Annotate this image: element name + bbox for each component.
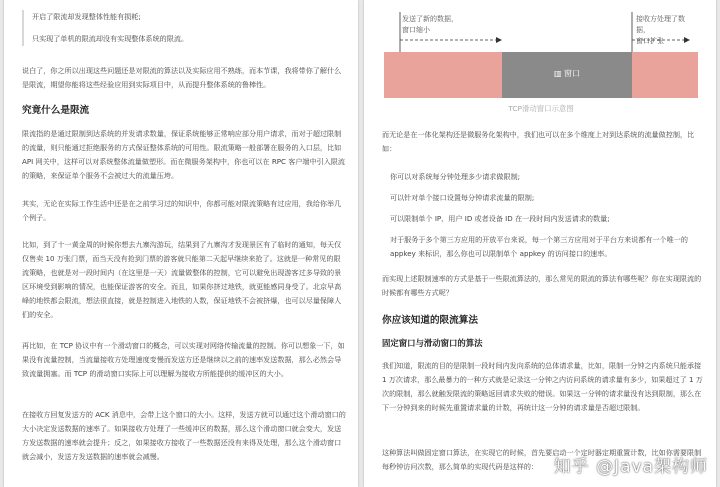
diagram-label-right: 接收方处理了数据， 窗口扩张	[636, 15, 685, 45]
right-page	[364, 0, 716, 487]
paragraph: 再比如，在 TCP 协议中有一个滑动窗口的概念，可以实现对网络传输流量的控制。你可以想象一下，如果没有流量控制，当流量接收方处理速度变慢而发送方还是继续以之前的速率发送数据，那么必然会导致流量拥塞。而 TCP 的滑动窗口实际上可以理解为接收方所能提供的缓冲区的大小。	[22, 341, 345, 378]
list-item: 可以针对单个接口设置每分钟请求流量的限制;	[390, 193, 535, 202]
limit-dimension-list	[390, 170, 704, 261]
left-page	[4, 0, 358, 487]
intro-paragraph: 说白了，你之所以出现这些问题还是对限流的算法以及实际应用不熟练，而本节课，我将带你了解什么是限流，期望你能将这些经验应用到实际项目中，从而提升整体系统的鲁棒性。	[22, 66, 342, 89]
list-item: 对于服务于多个第三方应用的开放平台来说，每一个第三方应用对于平台方来说都有一个唯一的 appkey 来标识，那么你也可以限制单个 appkey 的访问接口的速率。	[390, 235, 688, 258]
paragraph: 比如，到了十一黄金周的时候你想去九寨沟游玩，结果到了九寨沟才发现景区有了临时的通知，每天仅仅售卖 10 万张门票，而当天没有抢到门票的游客就只能第二天起早继续来抢了。这就是一种常见的限流策略，也就是对一段时间内（在这里是一天）流量做整体的控制，它可以避免出现游客过多导致的景区环境受到影响的情况，也能保证游客的安全。而且，如果你挤过地铁，就更能感同身受了。北京早高峰的地铁都会限流，想法很直接，就是控制进入地铁的人数，保证地铁不会被挤爆，也可以尽量保障人们的安全。	[22, 240, 342, 319]
quote-line-2: 只实现了单机的限流却没有实现整体系统的限流。	[32, 34, 189, 43]
sliding-window-diagram	[384, 4, 698, 114]
watermark: 知乎 @Java架构师	[553, 457, 708, 477]
diagram-label-left: 发送了新的数据， 窗口缩小	[402, 15, 458, 34]
section-heading: 究竟什么是限流	[22, 105, 90, 116]
list-item: 你可以对系统每分钟处理多少请求做限制;	[390, 172, 521, 181]
list-item: 可以限制单个 IP、用户 ID 或者设备 ID 在一段时间内发送请求的数量;	[390, 214, 610, 223]
trash-icon: ▥	[553, 69, 562, 78]
diagram-caption: TCP滑动窗口示意图	[508, 104, 574, 113]
quote-block	[22, 10, 346, 46]
paragraph: 在接收方回复发送方的 ACK 消息中，会带上这个窗口的大小。这样，发送方就可以通过这个滑动窗口的大小决定发送数据的速率了。如果接收方处理了一些缓冲区的数据，那么这个滑动窗口就会变大，发送方发送数据的速率就会提升；反之，如果接收方接收了一些数据还没有来得及处理，那么这个滑动窗口就会减小，发送方发送数据的速率就会减慢。	[22, 410, 346, 461]
paragraph: 这种算法叫做固定窗口算法，在实现它的时候，首先要启动一个定时器定期重置计数，比如你需要限制每秒钟访问次数，那么简单的实现代码是这样的：	[382, 448, 702, 471]
unsent-region	[632, 52, 698, 98]
paragraph: 我们知道，限流的目的是限制一段时间内发向系统的总体请求量，比如，限制一分钟之内系统只能承接 1 万次请求，那么最暴力的一种方式就是记录这一分钟之内访问系统的请求量有多少，如果超过了 1 万次的限制，那么就触发限流的策略返回请求失败的错误。如果这一分钟的请求量没有达到限制，那么在下一分钟到来的时候先重置请求量的计数，再统计这一分钟的请求量是否超过限制。	[382, 361, 703, 412]
sent-region	[384, 52, 502, 98]
window-label: ▥ 窗口	[553, 69, 581, 78]
paragraph: 其实，无论在实际工作生活中还是在之前学习过的知识中，你都可能对限流策略有过应用，我给你举几个例子。	[22, 199, 342, 222]
paragraph: 而实现上述限制速率的方式是基于一些限流算法的，那么常见的限流的算法有哪些呢？你在实现限流的时候都有哪些方式呢？	[382, 274, 702, 297]
quote-line-1: 开启了限流却发现整体性能有损耗;	[32, 12, 141, 21]
subsection-heading: 固定窗口与滑动窗口的算法	[382, 338, 483, 348]
paragraph: 而无论是在一体化架构还是微服务化架构中，我们也可以在多个维度上对到达系统的流量做控制，比如：	[382, 130, 695, 153]
section-heading: 你应该知道的限流算法	[382, 315, 478, 326]
paragraph: 限流指的是通过限制到达系统的并发请求数量，保证系统能够正常响应部分用户请求，而对于超过限制的流量，则只能通过拒绝服务的方式保证整体系统的可用性。限流策略一般部署在服务的入口层，比如 API 网关中，这样可以对系统整体流量做塑形。而在微服务架构中，你也可以在 RPC 客户端中引入限流的策略，来保证单个服务不会被过大的流量压垮。	[22, 129, 345, 180]
